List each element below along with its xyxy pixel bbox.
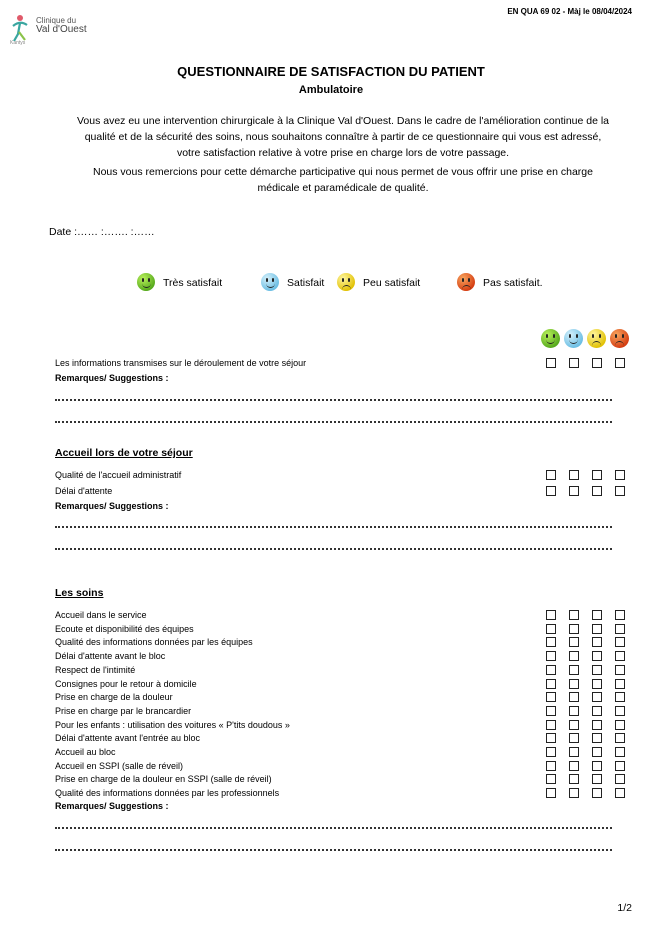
legend-label: Très satisfait [163,277,223,289]
question-label: Prise en charge par le brancardier [55,706,192,716]
satisfied-checkbox[interactable] [569,665,579,675]
remarks-line[interactable] [55,526,612,528]
not-satisfied-checkbox[interactable] [615,358,625,368]
slightly-satisfied-checkbox[interactable] [592,733,602,743]
not-satisfied-checkbox[interactable] [615,470,625,480]
slightly-satisfied-checkbox[interactable] [592,774,602,784]
question-label: Délai d'attente [55,486,113,496]
question-label: Les informations transmises sur le déroulement de votre séjour [55,358,307,368]
satisfied-checkbox[interactable] [569,624,579,634]
not-satisfied-checkbox[interactable] [615,486,625,496]
not-satisfied-checkbox[interactable] [615,788,625,798]
question-label: Qualité des informations données par les équipes [55,637,253,647]
satisfied-checkbox[interactable] [569,610,579,620]
slightly-satisfied-checkbox[interactable] [592,692,602,702]
remarks-line[interactable] [55,827,612,829]
satisfied-checkbox[interactable] [569,720,579,730]
slightly-satisfied-checkbox[interactable] [592,470,602,480]
logo-line-2: Val d'Ouest [36,24,87,35]
slightly-satisfied-checkbox[interactable] [592,788,602,798]
satisfied-checkbox[interactable] [569,747,579,757]
slightly-satisfied-checkbox[interactable] [592,624,602,634]
slightly-satisfied-checkbox[interactable] [592,720,602,730]
legend-slightly-satisfied [337,268,420,296]
not-satisfied-smiley-icon [610,329,629,348]
question-label: Qualité de l'accueil administratif [55,470,182,480]
question-label: Pour les enfants : utilisation des voitures « P'tits doudous » [55,720,290,730]
intro-line: Nous vous remercions pour cette démarche participative qui nous permet de vous offrir une prise en charge [93,166,593,178]
not-satisfied-checkbox[interactable] [615,665,625,675]
question-label: Délai d'attente avant l'entrée au bloc [55,733,201,743]
legend-label: Peu satisfait [363,277,421,289]
very-satisfied-checkbox[interactable] [546,358,556,368]
not-satisfied-checkbox[interactable] [615,747,625,757]
legend-satisfied [261,268,324,296]
very-satisfied-checkbox[interactable] [546,733,556,743]
slightly-satisfied-checkbox[interactable] [592,761,602,771]
slightly-satisfied-checkbox[interactable] [592,665,602,675]
satisfied-checkbox[interactable] [569,692,579,702]
legend-very-satisfied [137,268,222,296]
not-satisfied-checkbox[interactable] [615,706,625,716]
satisfied-checkbox[interactable] [569,706,579,716]
satisfied-checkbox[interactable] [569,761,579,771]
very-satisfied-checkbox[interactable] [546,665,556,675]
very-satisfied-checkbox[interactable] [546,651,556,661]
intro-line: qualité et de la sécurité des soins, nous souhaitons connaître à partir de ce questionnaire qui vous est adressé, [84,131,602,143]
intro-paragraph-1 [48,113,638,161]
very-satisfied-smiley-icon [137,273,155,291]
not-satisfied-checkbox[interactable] [615,692,625,702]
question-label: Délai d'attente avant le bloc [55,651,166,661]
slightly-satisfied-checkbox[interactable] [592,358,602,368]
section-heading-reception: Accueil lors de votre séjour [55,447,193,459]
satisfied-checkbox[interactable] [569,774,579,784]
slightly-satisfied-checkbox[interactable] [592,651,602,661]
remarks-line[interactable] [55,548,612,550]
not-satisfied-checkbox[interactable] [615,610,625,620]
legend-not-satisfied [457,268,543,296]
not-satisfied-checkbox[interactable] [615,651,625,661]
satisfied-checkbox[interactable] [569,637,579,647]
question-label: Accueil dans le service [55,610,147,620]
legend-label: Satisfait [287,277,325,289]
page-subtitle: Ambulatoire [298,84,364,96]
question-label: Accueil en SSPI (salle de réveil) [55,761,184,771]
satisfied-checkbox[interactable] [569,470,579,480]
satisfied-checkbox[interactable] [569,651,579,661]
intro-line: votre satisfaction relative à votre prise en charge lors de votre passage. [176,147,510,159]
slightly-satisfied-checkbox[interactable] [592,610,602,620]
very-satisfied-smiley-icon [541,329,560,348]
satisfied-smiley-icon [564,329,583,348]
remarks-label: Remarques/ Suggestions : [55,801,169,811]
very-satisfied-checkbox[interactable] [546,624,556,634]
question-label: Respect de l'intimité [55,665,136,675]
not-satisfied-checkbox[interactable] [615,733,625,743]
very-satisfied-checkbox[interactable] [546,692,556,702]
not-satisfied-checkbox[interactable] [615,761,625,771]
slightly-satisfied-checkbox[interactable] [592,747,602,757]
remarks-label: Remarques/ Suggestions : [55,373,169,383]
very-satisfied-checkbox[interactable] [546,610,556,620]
satisfied-smiley-icon [261,273,279,291]
logo-small-text: Kantys [10,40,26,46]
very-satisfied-checkbox[interactable] [546,788,556,798]
remarks-line[interactable] [55,849,612,851]
very-satisfied-checkbox[interactable] [546,679,556,689]
intro-line: médicale et paramédicale de qualité. [257,182,429,194]
slightly-satisfied-checkbox[interactable] [592,706,602,716]
rating-column-header [541,329,629,348]
question-label: Prise en charge de la douleur [55,692,173,702]
not-satisfied-checkbox[interactable] [615,720,625,730]
very-satisfied-checkbox[interactable] [546,774,556,784]
intro-paragraph-2 [48,164,638,196]
not-satisfied-checkbox[interactable] [615,774,625,784]
logo-line-1: Clinique du [36,16,77,25]
question-label: Prise en charge de la douleur en SSPI (salle de réveil) [55,774,272,784]
satisfied-checkbox[interactable] [569,358,579,368]
satisfied-checkbox[interactable] [569,733,579,743]
remarks-line[interactable] [55,421,612,423]
question-label: Accueil au bloc [55,747,116,757]
question-label: Consignes pour le retour à domicile [55,679,197,689]
not-satisfied-checkbox[interactable] [615,679,625,689]
slightly-satisfied-smiley-icon [337,273,355,291]
legend-label: Pas satisfait. [483,277,543,289]
section-heading-care: Les soins [55,587,104,599]
not-satisfied-smiley-icon [457,273,475,291]
very-satisfied-checkbox[interactable] [546,637,556,647]
satisfied-checkbox[interactable] [569,679,579,689]
question-label: Ecoute et disponibilité des équipes [55,624,194,634]
date-field[interactable]: Date :…… :……. :…… [49,226,155,238]
very-satisfied-checkbox[interactable] [546,470,556,480]
slightly-satisfied-checkbox[interactable] [592,486,602,496]
intro-line: Vous avez eu une intervention chirurgicale à la Clinique Val d'Ouest. Dans le cadre de l'amélioration continue de la [76,115,610,127]
clinic-logo [9,14,99,48]
satisfied-checkbox[interactable] [569,486,579,496]
page-title: QUESTIONNAIRE DE SATISFACTION DU PATIENT [177,64,485,79]
question-label: Qualité des informations données par les professionnels [55,788,280,798]
satisfied-checkbox[interactable] [569,788,579,798]
very-satisfied-checkbox[interactable] [546,486,556,496]
very-satisfied-checkbox[interactable] [546,706,556,716]
page-number: 1/2 [617,902,632,914]
slightly-satisfied-checkbox[interactable] [592,637,602,647]
very-satisfied-checkbox[interactable] [546,720,556,730]
not-satisfied-checkbox[interactable] [615,624,625,634]
document-reference: EN QUA 69 02 - Màj le 08/04/2024 [507,7,632,16]
very-satisfied-checkbox[interactable] [546,747,556,757]
remarks-label: Remarques/ Suggestions : [55,501,169,511]
remarks-line[interactable] [55,399,612,401]
not-satisfied-checkbox[interactable] [615,637,625,647]
slightly-satisfied-smiley-icon [587,329,606,348]
slightly-satisfied-checkbox[interactable] [592,679,602,689]
very-satisfied-checkbox[interactable] [546,761,556,771]
